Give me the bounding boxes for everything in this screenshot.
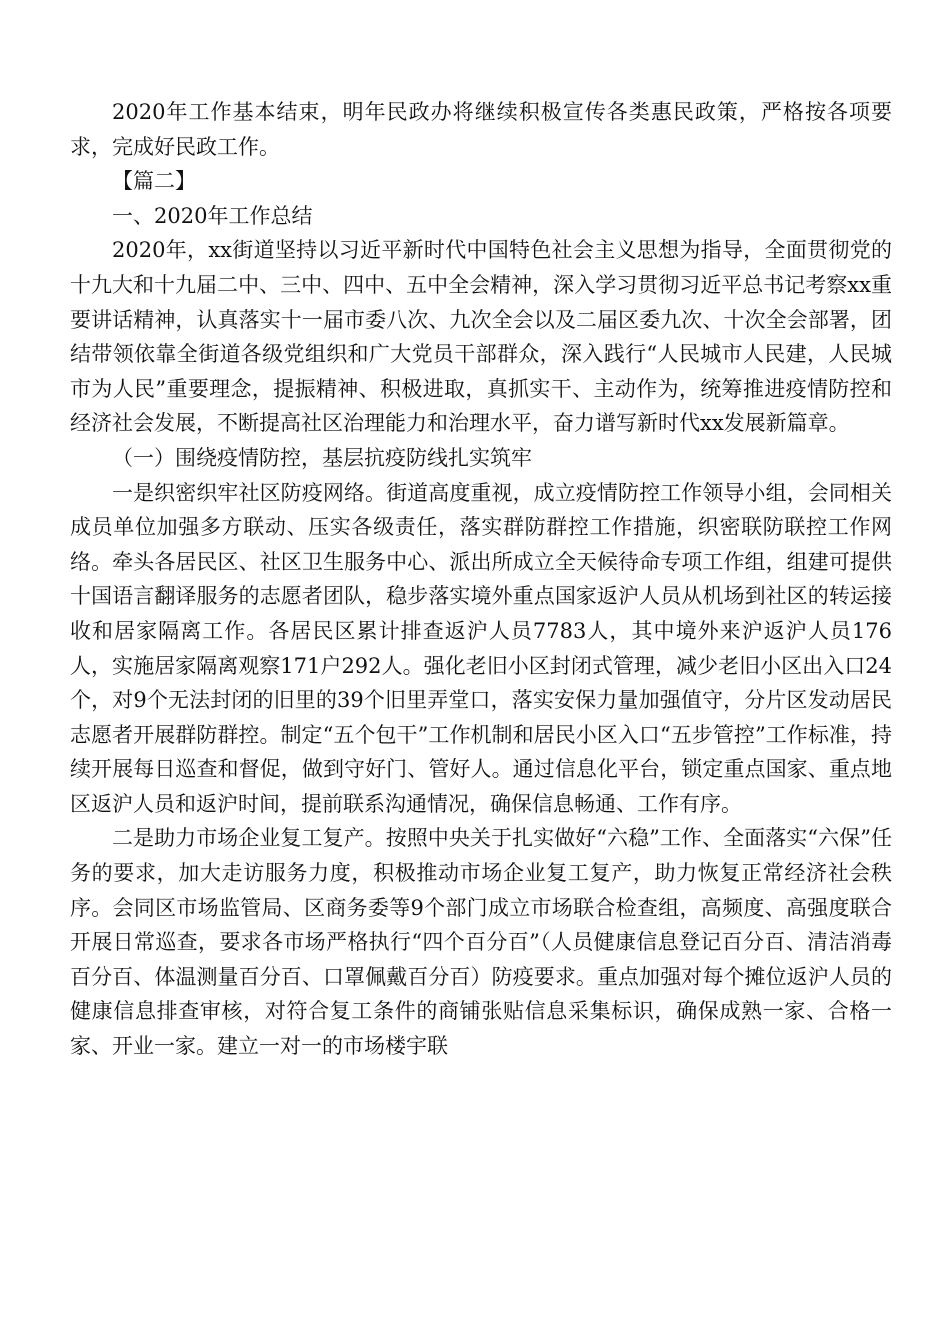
heading-epidemic-prevention: （一）围绕疫情防控，基层抗疫防线扎实筑牢 <box>112 445 532 470</box>
paragraph-overview: 2020年，xx街道坚持以习近平新时代中国特色社会主义思想为指导，全面贯彻党的十九大和十九届二中、三中、四中、五中全会精神，深入学习贯彻习近平总书记考察xx重要讲话精神，认真落实十一届市委八次、九次全会以及二届区委九次、十次全会部署，团结带领依靠全街道各级党组织和广大党员干部群众，深入践行“人民城市人民建，人民城市为人民”重要理念，提振精神、积极进取，真抓实干、主动作为，统筹推进疫情防控和经济社会发展，不断提高社区治理能力和治理水平，奋力谱写新时代xx发展新篇章。 <box>70 238 892 436</box>
section-mark: 【篇二】 <box>112 169 196 194</box>
paragraph-resume-production: 二是助力市场企业复工复产。按照中央关于扎实做好“六稳”工作、全面落实“六保”任务的要求，加大走访服务力度，积极推动市场企业复工复产，助力恢复正常经济社会秩序。会同区市场监管局、区商务委等9个部门成立市场联合检查组，高频度、高强度联合开展日常巡查，要求各市场严格执行“四个百分百”（人员健康信息登记百分百、清洁消毒百分百、体温测量百分百、口罩佩戴百分百）防疫要求。重点加强对每个摊位返沪人员的健康信息排查审核，对符合复工条件的商铺张贴信息采集标识，确保成熟一家、合格一家、开业一家。建立一对一的市场楼宇联 <box>70 826 892 1059</box>
heading-work-summary: 一、2020年工作总结 <box>112 203 313 228</box>
document-page <box>70 95 892 1064</box>
paragraph-community-network: 一是织密织牢社区防疫网络。街道高度重视，成立疫情防控工作领导小组，会同相关成员单位加强多方联动、压实各级责任，落实群防群控工作措施，织密联防联控工作网络。牵头各居民区、社区卫生服务中心、派出所成立全天候待命专项工作组，组建可提供十国语言翻译服务的志愿者团队，稳步落实境外重点国家返沪人员从机场到社区的转运接收和居家隔离工作。各居民区累计排查返沪人员7783人，其中境外来沪返沪人员176人，实施居家隔离观察171户292人。强化老旧小区封闭式管理，减少老旧小区出入口24个，对9个无法封闭的旧里的39个旧里弄堂口，落实安保力量加强值守，分片区发动居民志愿者开展群防群控。制定“五个包干”工作机制和居民小区入口“五步管控”工作标准，持续开展每日巡查和督促，做到守好门、管好人。通过信息化平台，锁定重点国家、重点地区返沪人员和返沪时间，提前联系沟通情况，确保信息畅通、工作有序。 <box>70 480 892 816</box>
paragraph-closing-2020: 2020年工作基本结束，明年民政办将继续积极宣传各类惠民政策，严格按各项要求，完成好民政工作。 <box>70 100 892 159</box>
